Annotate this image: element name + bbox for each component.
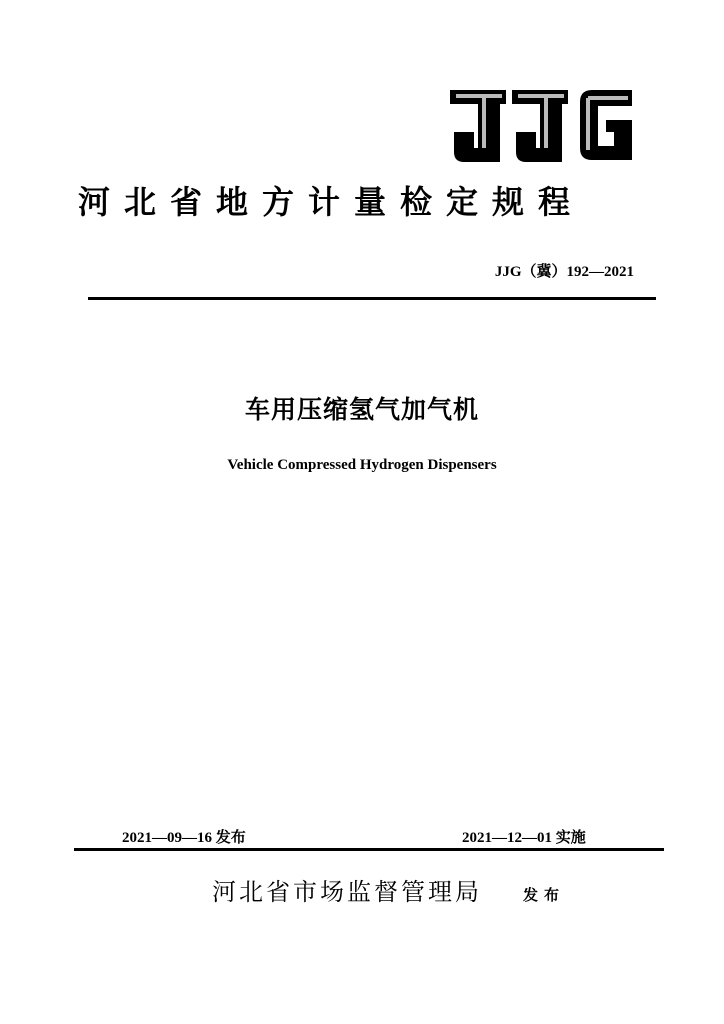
implement-date: 2021—12—01 实施: [462, 830, 586, 846]
standard-code: JJG（冀）192—2021: [494, 264, 634, 280]
publisher-suffix: 发布: [523, 886, 566, 904]
jjg-logo: [448, 88, 636, 164]
jjg-logo-letter-j2: [512, 90, 568, 162]
document-title-en: Vehicle Compressed Hydrogen Dispensers: [227, 457, 497, 473]
jjg-logo-text: JJG: [542, 161, 546, 163]
series-title: 河北省地方计量检定规程: [78, 183, 585, 221]
document-title-cn: 车用压缩氢气加气机: [244, 395, 479, 424]
jjg-logo-letter-j1: [450, 90, 506, 162]
jjg-logo-letter-g: [580, 90, 632, 160]
publisher-name: 河北省市场监督管理局: [212, 878, 482, 906]
top-divider: [88, 297, 656, 300]
issue-date: 2021—09—16 发布: [122, 830, 246, 846]
bottom-divider: [74, 848, 664, 851]
